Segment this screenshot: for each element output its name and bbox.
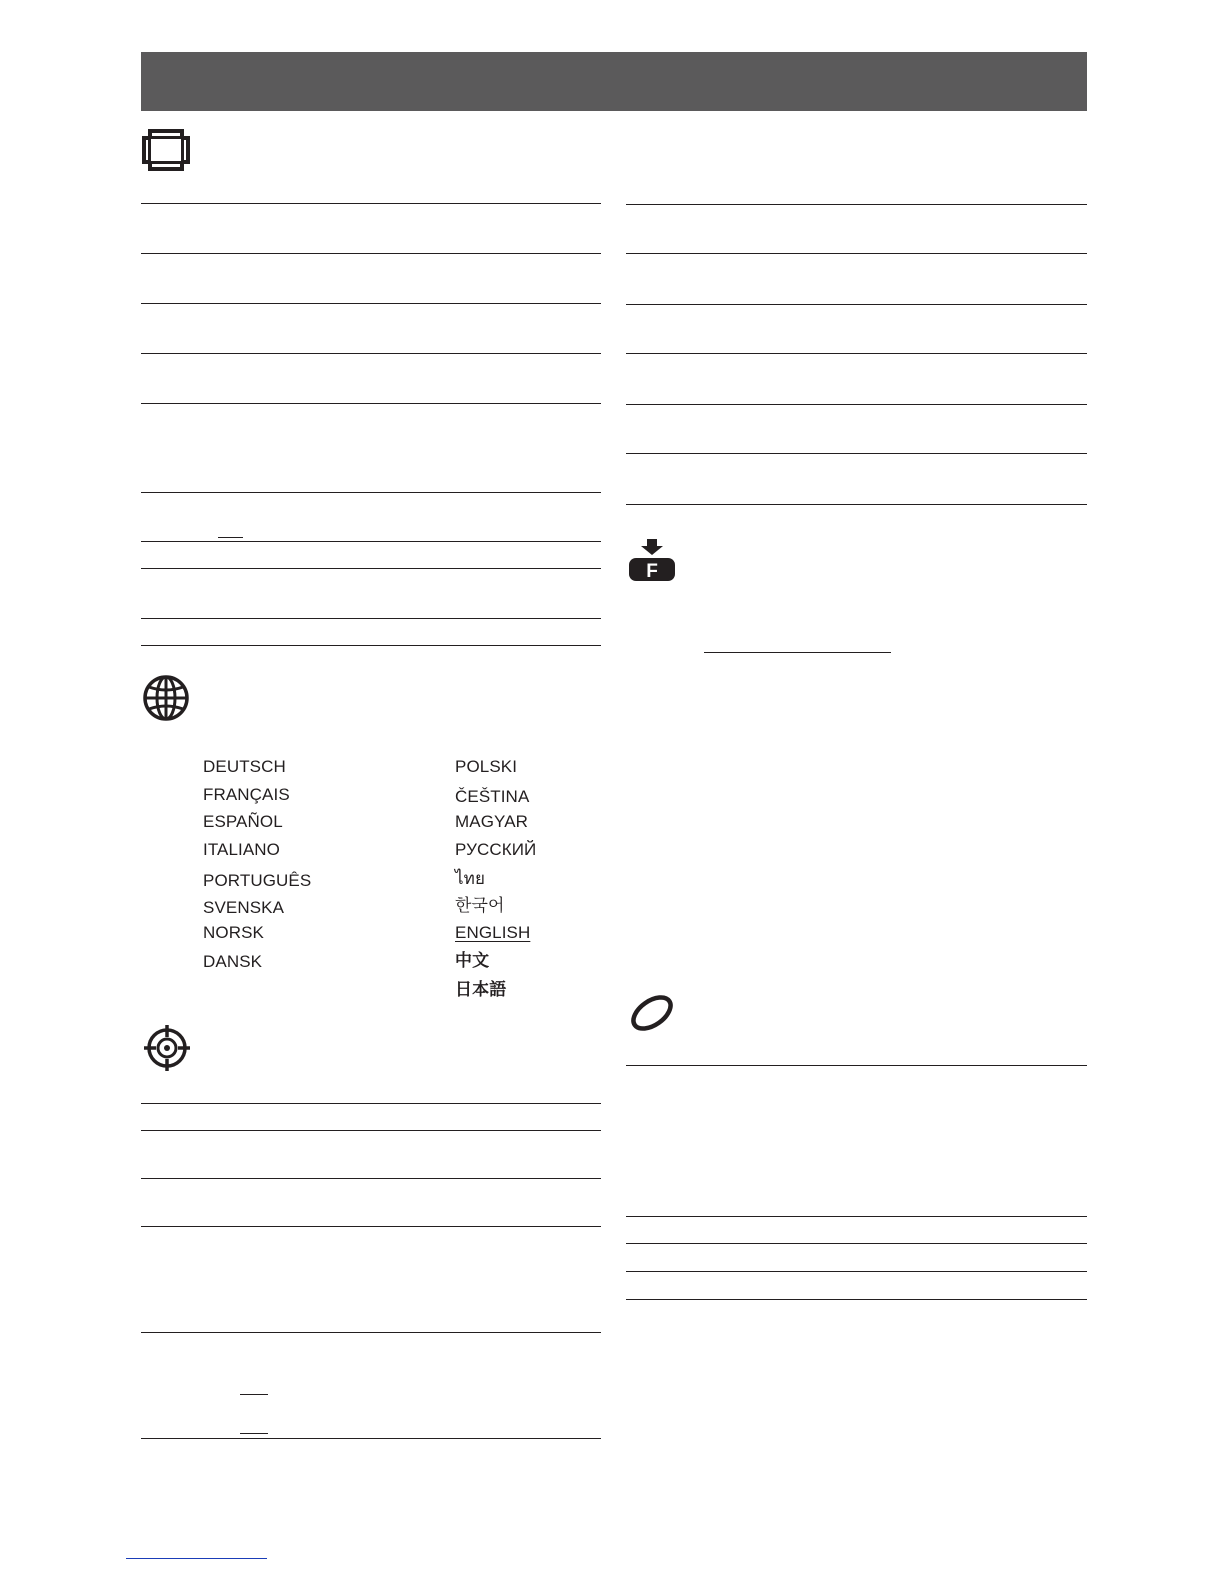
table-rule xyxy=(626,1216,1087,1217)
table-rule xyxy=(626,1243,1087,1244)
language-option[interactable]: ITALIANO xyxy=(203,840,281,859)
language-option[interactable]: SVENSKA xyxy=(203,898,285,917)
table-rule xyxy=(626,253,1087,254)
table-rule xyxy=(141,1130,601,1131)
table-rule xyxy=(141,1438,601,1439)
table-rule xyxy=(626,1299,1087,1300)
ring-icon xyxy=(628,992,678,1034)
language-option[interactable]: ESPAÑOL xyxy=(203,812,283,831)
language-option[interactable]: 日本語 xyxy=(455,980,507,999)
language-option[interactable]: FRANÇAIS xyxy=(203,785,290,804)
table-rule xyxy=(626,453,1087,454)
table-rule xyxy=(626,204,1087,205)
crosshair-target-icon xyxy=(143,1024,191,1072)
table-rule xyxy=(141,303,601,304)
language-option[interactable]: POLSKI xyxy=(455,757,518,776)
table-rule xyxy=(141,618,601,619)
language-option[interactable]: MAGYAR xyxy=(455,812,529,831)
table-rule xyxy=(141,1332,601,1333)
table-rule xyxy=(141,568,601,569)
link-underline[interactable] xyxy=(126,1558,267,1559)
table-rule xyxy=(626,1271,1087,1272)
table-rule xyxy=(626,404,1087,405)
monitor-frame-icon xyxy=(141,129,191,171)
table-rule xyxy=(141,492,601,493)
language-option[interactable]: 中文 xyxy=(455,951,490,970)
table-rule xyxy=(626,353,1087,354)
table-rule xyxy=(626,1065,1087,1066)
language-option[interactable]: DANSK xyxy=(203,952,263,971)
f-download-icon xyxy=(628,537,676,583)
table-rule xyxy=(141,541,601,542)
svg-text:F: F xyxy=(646,561,658,582)
default-underline xyxy=(240,1394,268,1395)
language-option-selected[interactable]: ENGLISH xyxy=(455,923,531,942)
default-underline xyxy=(240,1433,268,1434)
language-option[interactable]: DEUTSCH xyxy=(203,757,286,776)
language-option[interactable]: NORSK xyxy=(203,923,264,942)
globe-icon xyxy=(141,673,191,723)
table-rule xyxy=(141,1103,601,1104)
language-option[interactable]: ČEŠTINA xyxy=(455,787,530,806)
table-rule xyxy=(626,504,1087,505)
section-header-bar xyxy=(141,52,1087,111)
table-rule xyxy=(141,353,601,354)
table-rule xyxy=(141,203,601,204)
table-rule xyxy=(141,1226,601,1227)
table-rule xyxy=(141,645,601,646)
reference-underline xyxy=(704,652,891,653)
language-option[interactable]: ไทย xyxy=(455,869,486,888)
table-rule xyxy=(626,304,1087,305)
language-option[interactable]: 한국어 xyxy=(455,896,505,915)
language-option[interactable]: PORTUGUÊS xyxy=(203,871,312,890)
table-rule xyxy=(141,1178,601,1179)
default-underline xyxy=(218,537,243,538)
table-rule xyxy=(141,403,601,404)
language-option[interactable]: РУССКИЙ xyxy=(455,840,537,859)
table-rule xyxy=(141,253,601,254)
